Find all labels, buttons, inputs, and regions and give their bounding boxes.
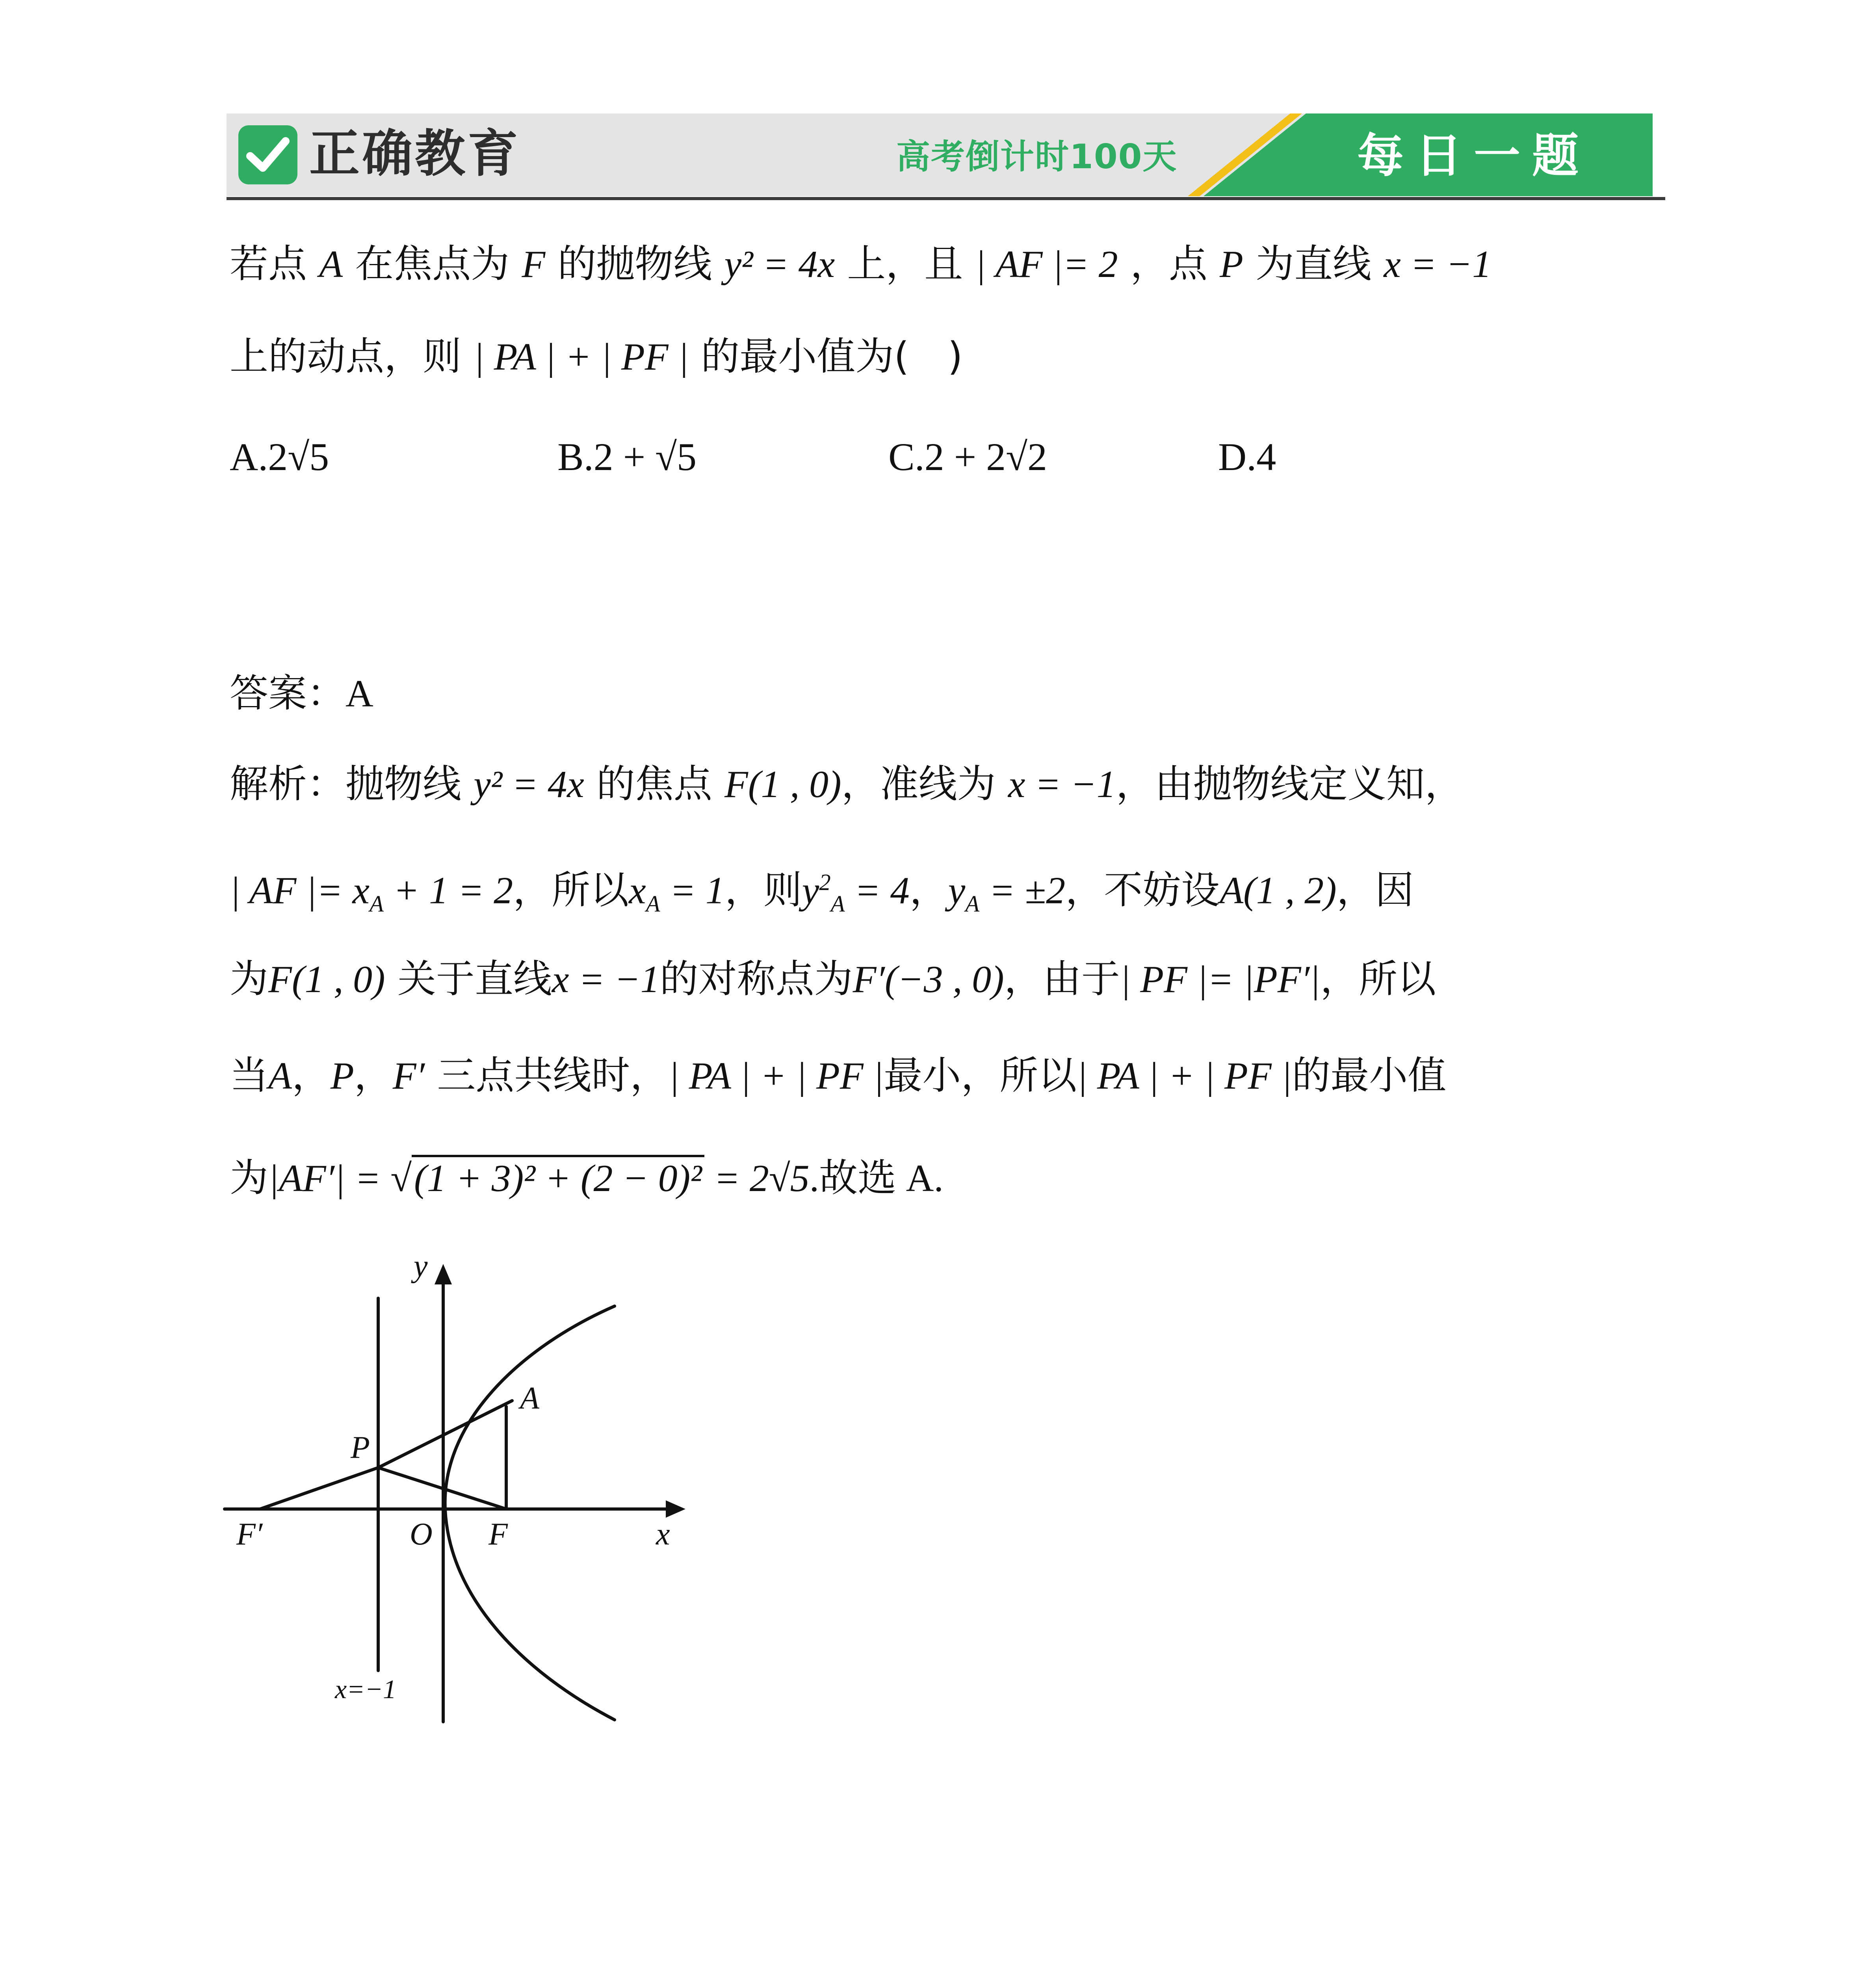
text: 的最小值为( )	[701, 334, 963, 379]
text: .故选 A.	[809, 1157, 944, 1200]
math: | PF |= |PF′|	[1120, 958, 1321, 1001]
text: ，准线为	[841, 762, 996, 807]
text: 上的动点，则	[230, 334, 462, 379]
option-label: D.	[1218, 435, 1257, 479]
sqrt-sign: √	[390, 1157, 412, 1200]
text: ，因	[1336, 868, 1414, 913]
text: 上，且	[847, 242, 963, 286]
analysis-line-5	[230, 1152, 944, 1204]
option-value: 2 + √5	[593, 435, 697, 479]
symbol-P: P	[1220, 243, 1243, 286]
math: y	[948, 869, 966, 912]
math-radicand: (1 + 3)² + (2 − 0)²	[412, 1155, 704, 1200]
sum-expression: | PA | + | PF |	[474, 336, 689, 378]
segment-PA	[378, 1401, 512, 1468]
label-P: P	[351, 1430, 370, 1465]
label-directrix: x=−1	[335, 1674, 396, 1704]
math: y² = 4x	[474, 763, 584, 806]
option-label: B.	[557, 435, 594, 479]
text: ，	[354, 1053, 393, 1098]
option-value: 2√5	[268, 435, 329, 479]
option-c[interactable]	[888, 431, 1047, 483]
countdown-text: 高考倒计时100天	[896, 137, 1178, 177]
option-label: A.	[230, 435, 268, 479]
label-Fprime: F′	[236, 1517, 263, 1552]
text: 最小，所以	[884, 1053, 1077, 1098]
math: F(1 , 0)	[268, 958, 385, 1001]
math: A(1 , 2)	[1220, 869, 1337, 912]
math: = 2√5	[704, 1157, 810, 1200]
math: + 1 = 2	[383, 869, 513, 912]
answer-label: 答案：	[230, 671, 346, 716]
option-a[interactable]	[230, 431, 329, 483]
parabola-equation: y² = 4x	[724, 243, 835, 286]
analysis-label: 解析：	[230, 762, 346, 807]
math: | PA | + | PF |	[1077, 1055, 1292, 1097]
label-F: F	[489, 1517, 508, 1552]
text: ，	[292, 1053, 331, 1098]
analysis-line-1	[230, 758, 1464, 810]
text: 为	[230, 1156, 269, 1201]
text: ，点	[1130, 242, 1207, 286]
text: ，不妨设	[1065, 868, 1220, 913]
text: 关于直线	[397, 957, 552, 1002]
segment-FprimeP	[260, 1468, 378, 1509]
question-line-1	[230, 238, 1492, 290]
text: 的焦点	[596, 762, 712, 807]
option-label: C.	[888, 435, 925, 479]
math: F′(−3 , 0)	[853, 958, 1004, 1001]
text: 的对称点为	[659, 957, 853, 1002]
math: | AF |= x	[230, 869, 370, 912]
math-sub: A	[830, 891, 845, 917]
question-line-2	[230, 331, 963, 383]
brand-name: 正确教育	[309, 125, 521, 183]
line-equation: x = −1	[1384, 243, 1492, 286]
analysis-line-3	[230, 953, 1436, 1005]
math: = 4	[845, 869, 910, 912]
math: |AF′| =	[268, 1157, 391, 1200]
math-sub: A	[965, 891, 980, 917]
math: = ±2	[979, 869, 1066, 912]
text: 当	[230, 1053, 269, 1098]
math: F(1 , 0)	[724, 763, 841, 806]
math-sub: A	[646, 891, 660, 917]
analysis-line-2	[230, 857, 1414, 929]
text: 的最小值	[1292, 1053, 1447, 1098]
text: ，由抛物线定义知，	[1116, 762, 1464, 807]
text: 为	[230, 957, 269, 1002]
text: 抛物线	[345, 762, 462, 807]
label-y: y	[414, 1253, 428, 1284]
math: y	[802, 869, 819, 912]
x-axis-arrow	[666, 1500, 685, 1518]
text: 为直线	[1256, 242, 1372, 286]
check-icon	[238, 125, 297, 184]
math-sup: 2	[819, 870, 831, 895]
analysis-line-4	[230, 1050, 1446, 1102]
text: 三点共线时，	[437, 1053, 669, 1098]
text: ，所以	[513, 868, 629, 913]
text: 若点	[230, 242, 307, 286]
math: P	[330, 1055, 354, 1097]
text: 在焦点为	[355, 242, 510, 286]
text: ，所以	[1320, 957, 1436, 1002]
symbol-A: A	[319, 243, 343, 286]
math: x	[629, 869, 646, 912]
text: ，由于	[1004, 957, 1120, 1002]
label-O: O	[410, 1517, 433, 1552]
label-A: A	[520, 1381, 539, 1416]
y-axis-arrow	[435, 1264, 452, 1284]
math: = 1	[660, 869, 725, 912]
label-x: x	[656, 1517, 670, 1552]
option-value: 4	[1256, 435, 1276, 479]
option-d[interactable]	[1218, 431, 1276, 483]
option-value: 2 + 2√2	[924, 435, 1047, 479]
symbol-F: F	[522, 243, 546, 286]
math: x = −1	[552, 958, 660, 1001]
text: ，则	[724, 868, 802, 913]
answer-line	[230, 668, 373, 719]
math: | PA | + | PF |	[669, 1055, 884, 1097]
daily-question-title: 每日一题	[1357, 128, 1591, 183]
parabola-curve	[445, 1306, 615, 1720]
header-banner	[227, 113, 1653, 203]
af-equation: | AF |= 2	[975, 243, 1118, 286]
math-sub: A	[369, 891, 384, 917]
text: 的抛物线	[557, 242, 712, 286]
text: ，	[909, 868, 948, 913]
banner-underline	[227, 197, 1665, 200]
math: x = −1	[1008, 763, 1116, 806]
answer-value: A	[345, 673, 373, 715]
option-b[interactable]	[557, 431, 697, 483]
parabola-figure	[221, 1253, 693, 1738]
math: A	[268, 1055, 292, 1097]
math: F′	[392, 1055, 425, 1097]
